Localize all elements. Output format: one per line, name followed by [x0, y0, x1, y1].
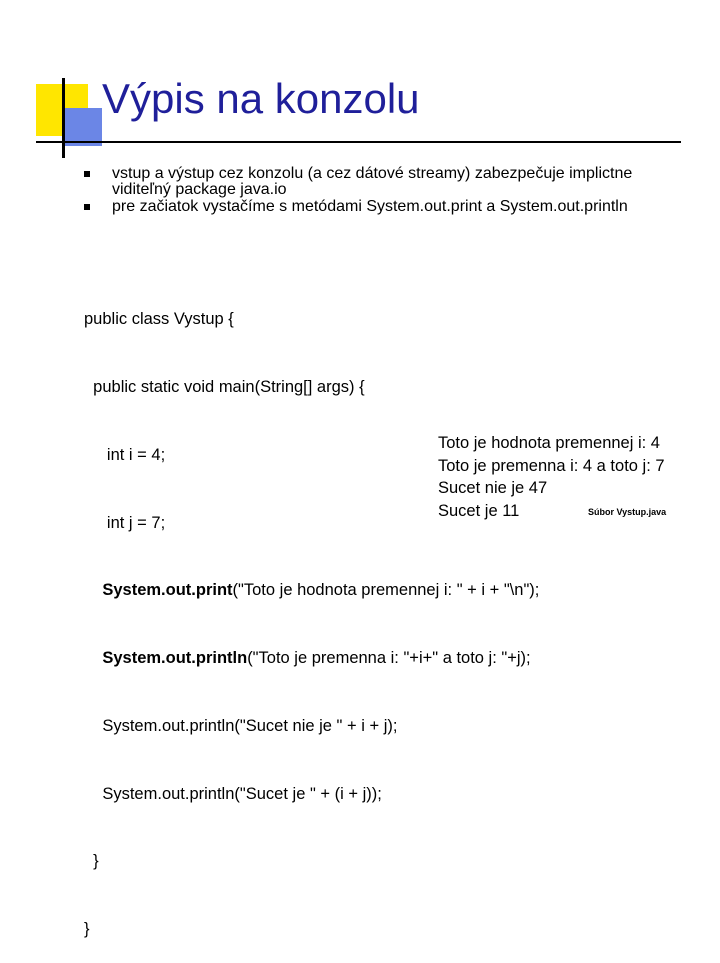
- bullet-list: [84, 166, 684, 216]
- code-line: }: [93, 852, 99, 871]
- code-line: int j = 7;: [106, 513, 166, 532]
- bullet-text: pre začiatok vystačíme s metódami System.out.print a System.out.println: [112, 198, 628, 215]
- title-underline: [36, 141, 681, 143]
- code-line: System.out.println("Sucet je " + (i + j));: [102, 784, 382, 803]
- code-block: [84, 263, 539, 963]
- code-line: System.out.println("Toto je premenna i: "+i+" a toto j: "+j);: [102, 649, 531, 668]
- output-line: Sucet nie je 47: [438, 479, 548, 498]
- output-line: Toto je premenna i: 4 a toto j: 7: [438, 456, 665, 475]
- bullet-marker: [84, 171, 90, 177]
- code-line: int i = 4;: [106, 445, 166, 464]
- file-name-label: Súbor Vystup.java: [588, 507, 667, 517]
- bullet-item: [84, 166, 684, 198]
- slide-title: Výpis na konzolu: [102, 75, 420, 122]
- code-line: System.out.print("Toto je hodnota premennej i: " + i + "\n");: [102, 581, 540, 600]
- code-line: }: [84, 920, 90, 939]
- code-line: public class Vystup {: [84, 310, 234, 329]
- code-line: System.out.println("Sucet nie je " + i + j);: [102, 716, 398, 735]
- output-line: Sucet je 11: [438, 501, 520, 520]
- output-line: Toto je hodnota premennej i: 4: [438, 434, 660, 452]
- bullet-marker: [84, 204, 90, 210]
- bullet-text: vstup a výstup cez konzolu (a cez dátové streamy) zabezpečuje implictne viditeľný package java.io: [112, 165, 633, 198]
- bullet-item: [84, 199, 684, 215]
- decor-vertical-line: [62, 78, 65, 158]
- code-line: public static void main(String[] args) {: [93, 377, 365, 396]
